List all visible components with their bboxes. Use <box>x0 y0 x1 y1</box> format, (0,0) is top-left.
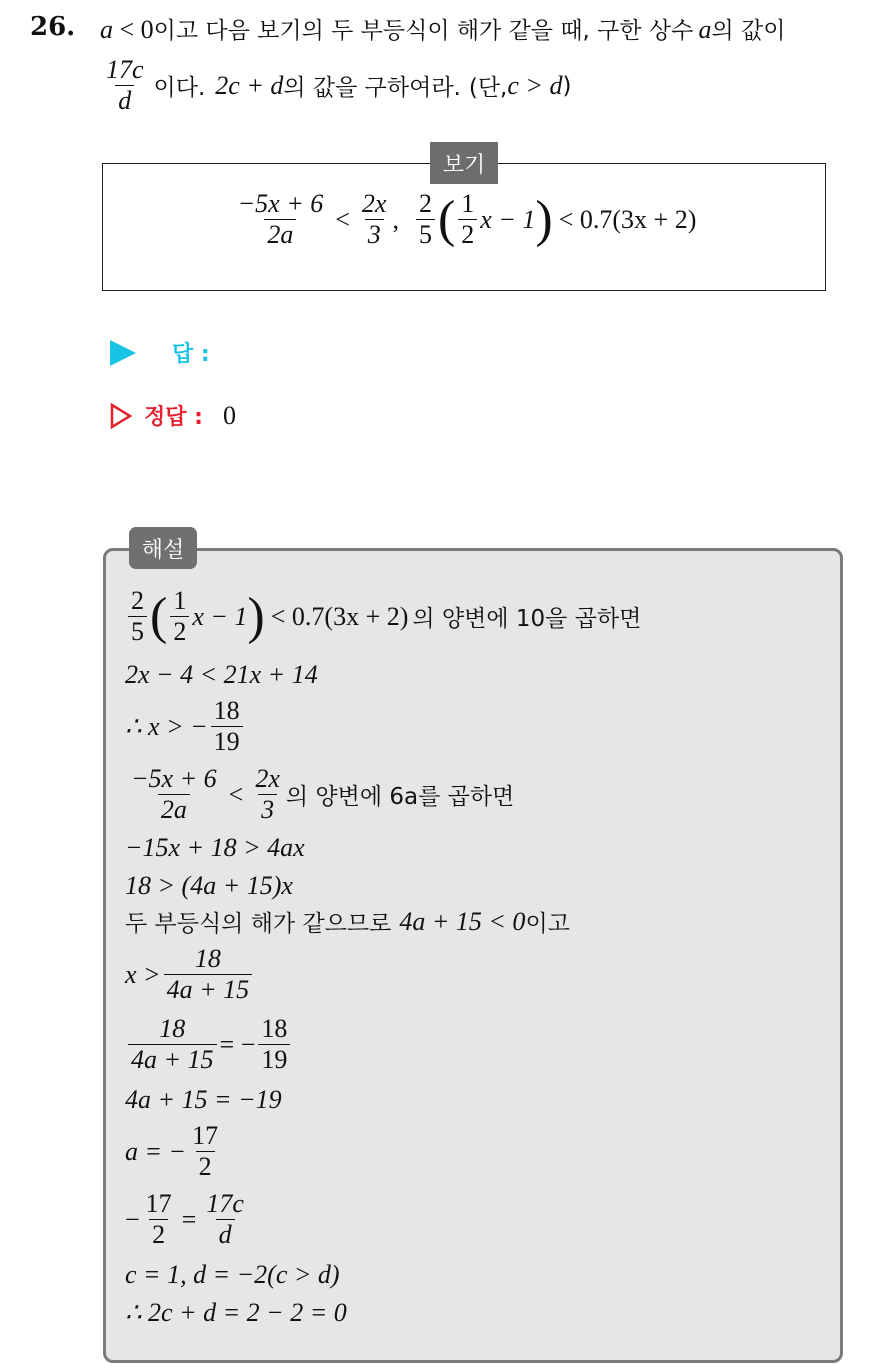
condition-open: (단, <box>468 75 508 102</box>
frac <box>143 1190 175 1249</box>
example-tag: 보기 <box>430 142 498 184</box>
frac-den: d <box>115 85 134 116</box>
num: −5x + 6 <box>237 189 324 218</box>
question-text-2b: 의 값을 구하여라. <box>283 75 461 102</box>
correct-answer-row <box>110 400 236 431</box>
inner: x − 1 <box>192 601 248 631</box>
den: 5 <box>416 219 435 250</box>
answer-label: 답 : <box>172 342 210 367</box>
pre: a = − <box>125 1136 187 1166</box>
question-text-1: 이고 다음 보기의 두 부등식이 해가 같을 때, 구한 상수 <box>153 18 694 44</box>
num: 17 <box>145 1189 172 1218</box>
den: 2 <box>196 1151 215 1182</box>
num: 18 <box>213 696 240 725</box>
num: −5x + 6 <box>131 764 217 793</box>
frac <box>258 1015 290 1074</box>
den: d <box>216 1219 235 1250</box>
num: 2 <box>131 586 144 615</box>
comma: , <box>392 204 399 234</box>
left-paren: ( <box>150 587 168 645</box>
sol-line-1 <box>125 587 641 646</box>
expr-2c-plus-d: 2c + d <box>215 70 284 100</box>
frac-2-over-5 <box>416 190 435 249</box>
sol-line-6: 18 > (4a + 15)x <box>125 871 293 900</box>
sol-line-5: −15x + 18 > 4ax <box>125 833 305 862</box>
text: 의 양변에 10을 곱하면 <box>412 606 642 633</box>
sol-line-2: 2x − 4 < 21x + 14 <box>125 660 318 689</box>
question-line-2 <box>100 56 571 115</box>
num: 18 <box>261 1014 288 1043</box>
den: 5 <box>128 616 147 647</box>
sol-line-3 <box>125 697 246 756</box>
question-text-1-tail: 의 값이 <box>711 18 786 44</box>
den: 2 <box>170 616 189 647</box>
mid: = − <box>219 1029 256 1059</box>
sol-line-9 <box>125 1015 293 1074</box>
eq: = <box>181 1204 197 1234</box>
sol-line-13: c = 1, d = −2(c > d) <box>125 1260 340 1289</box>
lt: < <box>228 779 244 809</box>
text: 의 양변에 6a를 곱하면 <box>285 784 515 811</box>
den: 4a + 15 <box>164 974 253 1005</box>
den: 19 <box>258 1044 290 1075</box>
lt-sign: < <box>335 204 350 234</box>
lt-zero: < 0 <box>113 15 154 44</box>
frac <box>252 765 283 824</box>
rhs: < 0.7(3x + 2) <box>558 204 697 234</box>
num: 1 <box>173 586 187 615</box>
var-a-2: a <box>698 15 712 44</box>
num: 2x <box>255 764 280 793</box>
frac <box>189 1122 221 1181</box>
frac-num: 17c <box>106 55 144 84</box>
correct-value: 0 <box>222 400 236 430</box>
sol-line-8 <box>125 945 255 1004</box>
pre: x > <box>125 959 161 989</box>
den: 2 <box>149 1219 168 1250</box>
rhs: < 0.7(3x + 2) <box>270 601 409 631</box>
den: 3 <box>258 794 277 825</box>
condition-expr: c > d <box>507 70 563 100</box>
play-triangle-icon <box>110 340 136 366</box>
den: 2 <box>458 219 477 250</box>
expr: 4a + 15 < 0 <box>399 906 526 936</box>
num: 18 <box>194 944 221 973</box>
frac <box>128 765 220 824</box>
den: 3 <box>365 219 384 250</box>
frac-5x6-over-2a <box>235 190 327 249</box>
question-text-2a: 이다. <box>153 75 206 102</box>
num: 2x <box>361 189 387 218</box>
answer-row[interactable] <box>110 337 210 368</box>
num: 18 <box>159 1014 186 1043</box>
outline-triangle-icon <box>110 403 132 429</box>
example-inequalities <box>103 190 825 249</box>
num: 2 <box>418 189 432 218</box>
solution-tag: 해설 <box>129 527 197 569</box>
sol-line-14: ∴ 2c + d = 2 − 2 = 0 <box>125 1298 347 1327</box>
sol-line-7 <box>125 905 570 938</box>
frac-1-over-2 <box>458 190 477 249</box>
num: 17 <box>192 1121 219 1150</box>
text: 두 부등식의 해가 같으므로 <box>125 911 392 937</box>
num: 17c <box>206 1189 244 1218</box>
pre: ∴ x > − <box>125 711 208 741</box>
inner-tail: x − 1 <box>480 204 536 234</box>
frac <box>170 587 189 646</box>
tail: 이고 <box>525 911 570 937</box>
sol-line-12 <box>125 1190 250 1249</box>
correct-label: 정답 : <box>144 405 203 430</box>
frac <box>164 945 253 1004</box>
right-paren: ) <box>247 587 265 645</box>
right-paren: ) <box>535 190 553 248</box>
frac-2x-over-3 <box>359 190 390 249</box>
den: 2a <box>158 794 190 825</box>
sol-line-4 <box>125 765 514 824</box>
frac <box>128 587 147 646</box>
num: 1 <box>461 189 475 218</box>
den: 19 <box>211 726 243 757</box>
frac <box>128 1015 217 1074</box>
condition-close: ) <box>562 72 572 99</box>
question-line-1 <box>100 12 785 45</box>
sol-line-11 <box>125 1122 224 1181</box>
frac <box>211 697 243 756</box>
den: 4a + 15 <box>128 1044 217 1075</box>
fraction-17c-over-d <box>103 56 147 115</box>
var-a: a <box>100 15 113 44</box>
den: 2a <box>264 219 296 250</box>
question-number: 26. <box>30 12 76 42</box>
left-paren: ( <box>437 190 456 248</box>
frac <box>203 1190 247 1249</box>
sol-line-10: 4a + 15 = −19 <box>125 1085 282 1114</box>
pre: − <box>125 1204 140 1234</box>
